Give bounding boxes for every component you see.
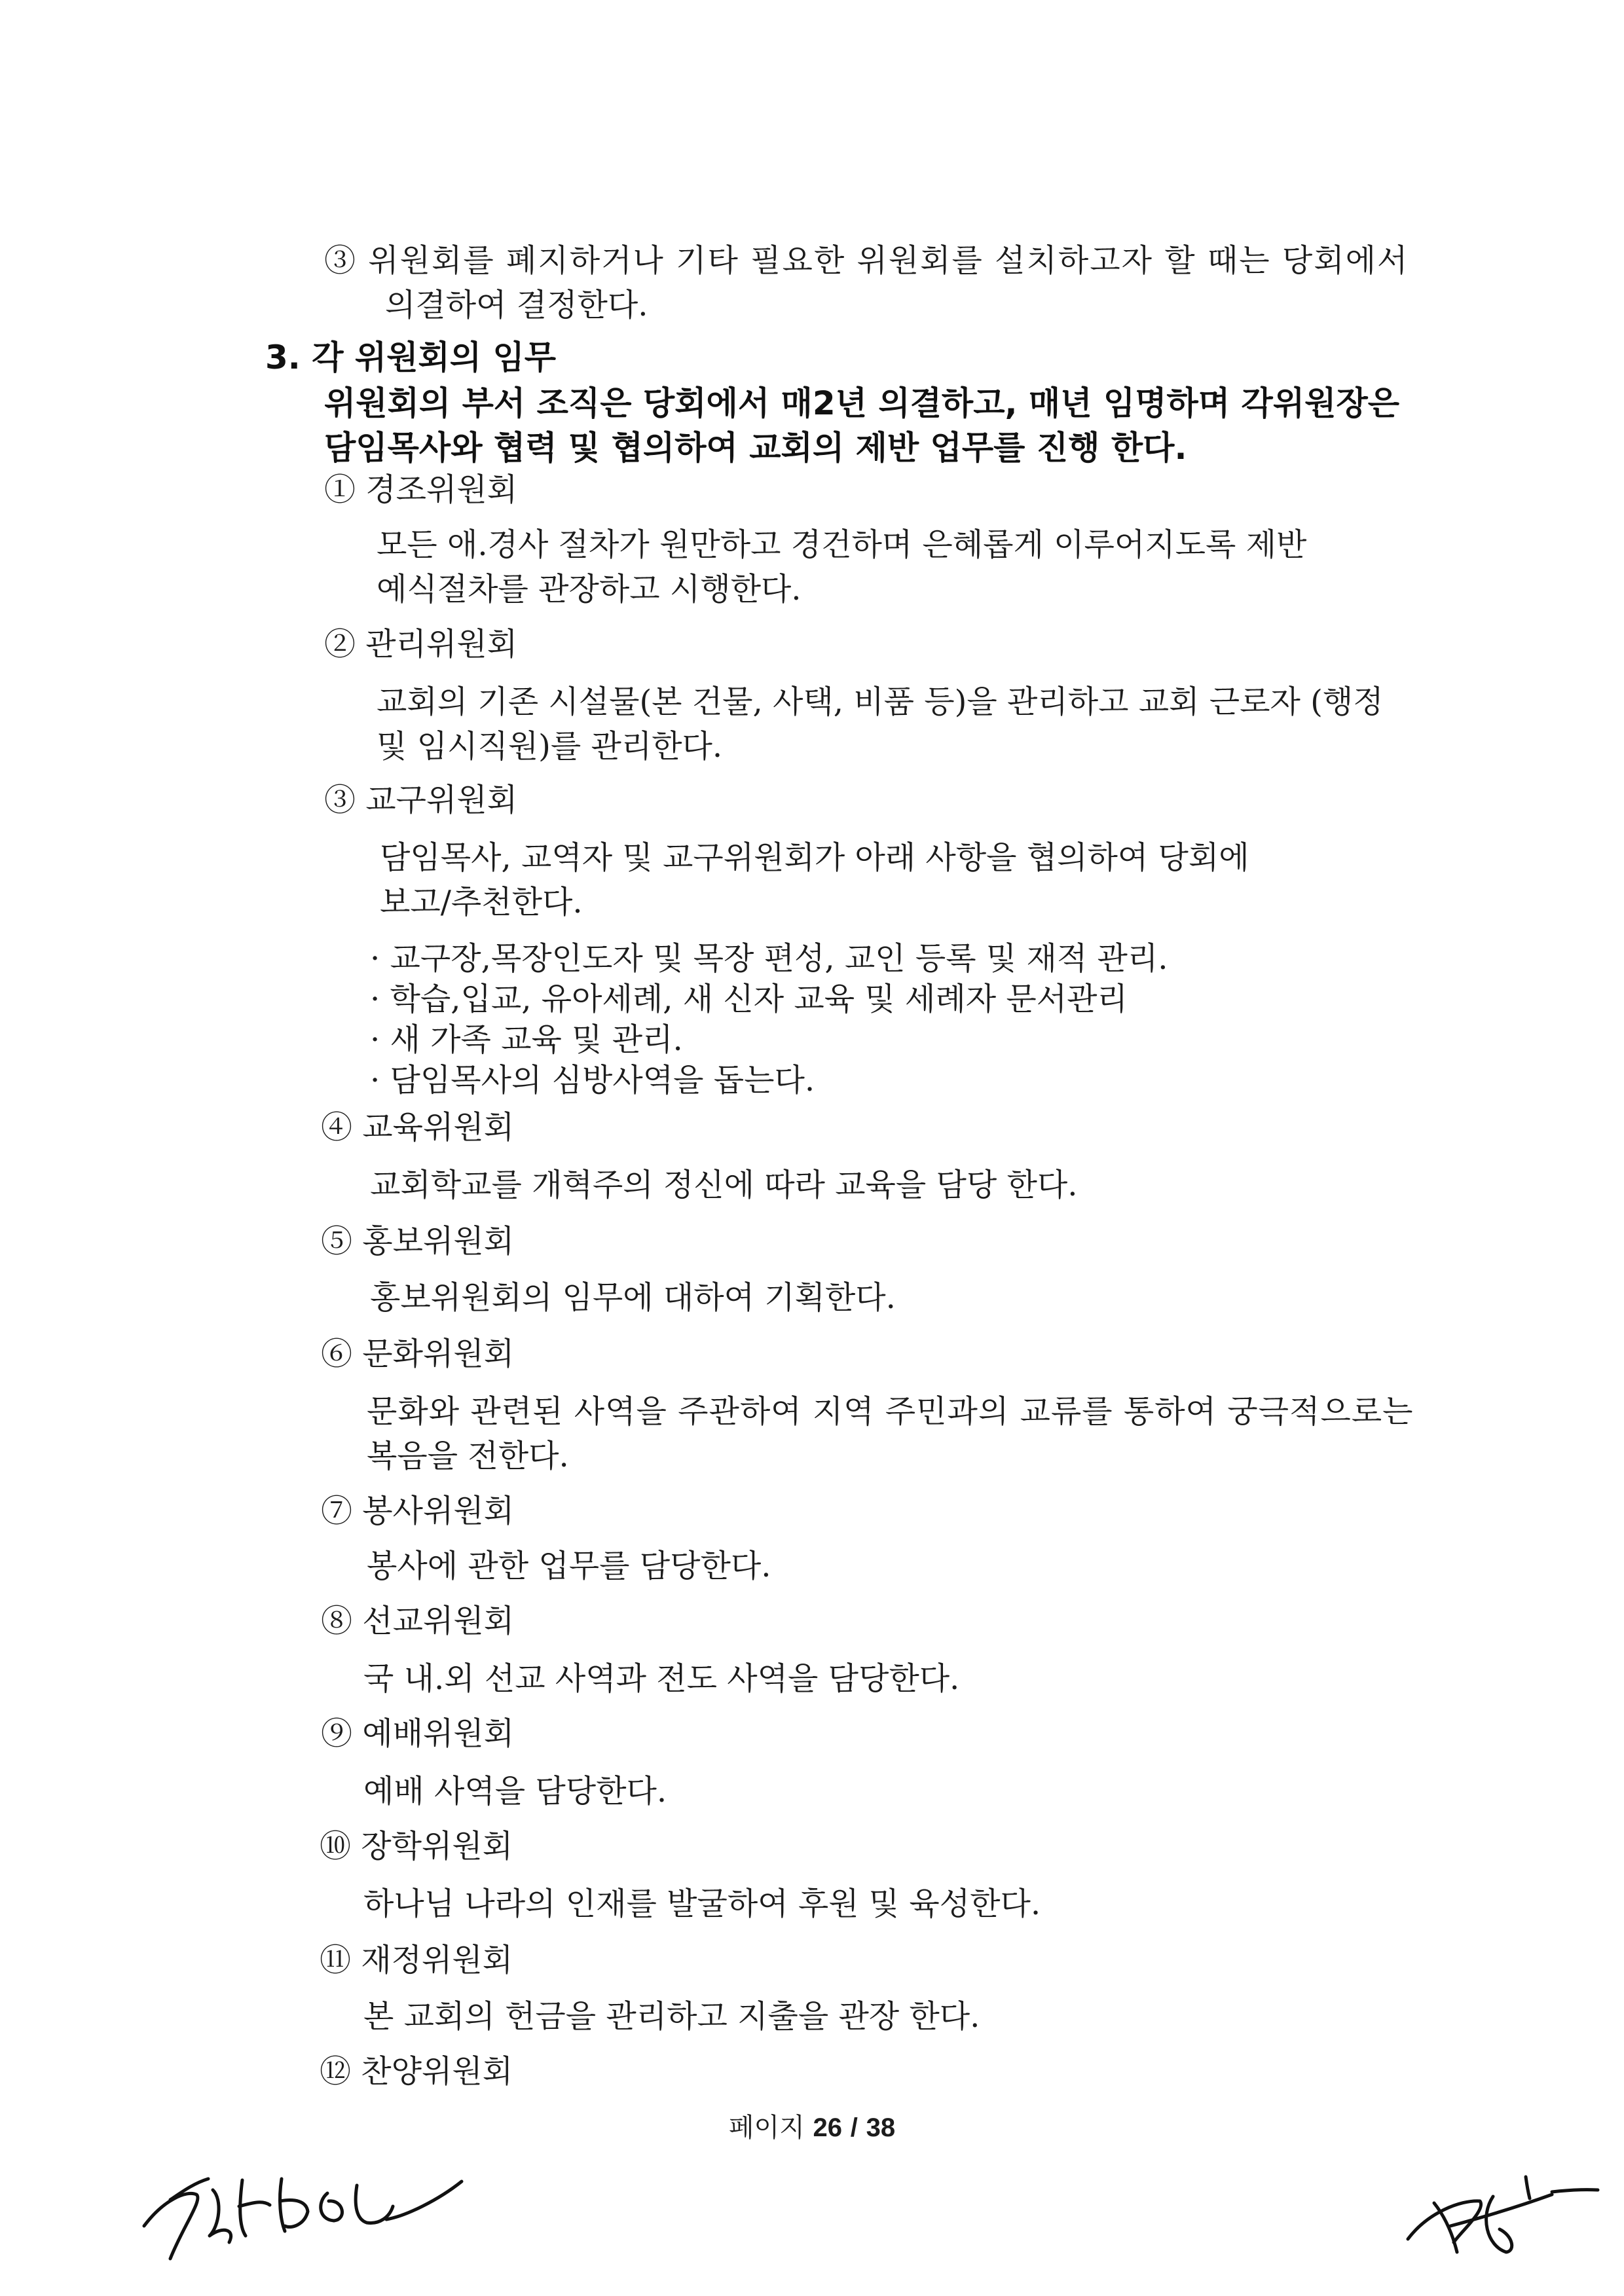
committee-heading: ⑫ 찬양위원회 — [320, 2053, 513, 2090]
paragraph-line: 예식절차를 관장하고 시행한다. — [377, 571, 802, 608]
paragraph-line: 봉사에 관한 업무를 담당한다. — [367, 1548, 771, 1584]
paragraph-line: 문화와 관련된 사역을 주관하여 지역 주민과의 교류를 통하여 궁극적으로는 — [367, 1393, 1414, 1430]
paragraph-line: ③ 위원회를 폐지하거나 기타 필요한 위원회를 설치하고자 할 때는 당회에서 — [324, 242, 1409, 279]
paragraph-line: 국 내.외 선교 사역과 전도 사역을 담당한다. — [363, 1660, 960, 1697]
signature-left — [131, 2154, 471, 2278]
committee-heading: ⑪ 재정위원회 — [320, 1942, 513, 1978]
committee-heading: ④ 교육위원회 — [321, 1109, 515, 1146]
signature-right — [1388, 2160, 1611, 2278]
committee-heading: ⑤ 홍보위원회 — [321, 1223, 515, 1260]
paragraph-line: 교회학교를 개혁주의 정신에 따라 교육을 담당 한다. — [370, 1167, 1078, 1203]
section-intro-line: 위원회의 부서 조직은 당회에서 매2년 의결하고, 매년 임명하며 각위원장은 — [324, 384, 1400, 422]
paragraph-line: 의결하여 결정한다. — [385, 287, 648, 323]
paragraph-line: 복음을 전한다. — [367, 1438, 569, 1474]
committee-heading: ⑨ 예배위원회 — [321, 1715, 515, 1752]
paragraph-line: 담임목사, 교역자 및 교구위원회가 아래 사항을 협의하여 당회에 — [380, 839, 1249, 876]
committee-heading: ⑩ 장학위원회 — [320, 1828, 513, 1865]
page-separator: / — [850, 2113, 858, 2142]
bullet-item: · 학습,입교, 유아세례, 새 신자 교육 및 세례자 문서관리 — [370, 981, 1128, 1017]
paragraph-line: 홍보위원회의 임무에 대하여 기획한다. — [370, 1279, 896, 1316]
paragraph-line: 예배 사역을 담당한다. — [363, 1773, 667, 1810]
paragraph-line: 본 교회의 헌금을 관리하고 지출을 관장 한다. — [363, 1998, 980, 2035]
committee-heading: ② 관리위원회 — [324, 626, 518, 663]
bullet-item: · 담임목사의 심방사역을 돕는다. — [370, 1062, 815, 1099]
bullet-item: · 교구장,목장인도자 및 목장 편성, 교인 등록 및 재적 관리. — [370, 940, 1168, 977]
section-intro-line: 담임목사와 협력 및 협의하여 교회의 제반 업무를 진행 한다. — [324, 429, 1187, 467]
page-total: 38 — [866, 2113, 896, 2142]
paragraph-line: 하나님 나라의 인재를 발굴하여 후원 및 육성한다. — [363, 1886, 1041, 1922]
bullet-item: · 새 가족 교육 및 관리. — [370, 1021, 683, 1058]
committee-heading: ③ 교구위원회 — [324, 782, 518, 818]
page-label: 페이지 — [728, 2113, 805, 2143]
section-heading: 3. 각 위원회의 임무 — [265, 338, 557, 376]
committee-heading: ⑧ 선교위원회 — [321, 1603, 515, 1639]
paragraph-line: 모든 애.경사 절차가 원만하고 경건하며 은혜롭게 이루어지도록 제반 — [377, 526, 1307, 563]
committee-heading: ⑦ 봉사위원회 — [321, 1493, 515, 1529]
committee-heading: ① 경조위원회 — [324, 471, 518, 508]
paragraph-line: 및 임시직원)를 관리한다. — [377, 728, 723, 765]
paragraph-line: 보고/추천한다. — [380, 884, 583, 920]
page-current: 26 — [813, 2113, 843, 2142]
committee-heading: ⑥ 문화위원회 — [321, 1336, 515, 1372]
page-number — [0, 2107, 1624, 2144]
paragraph-line: 교회의 기존 시설물(본 건물, 사택, 비품 등)을 관리하고 교회 근로자 (행정 — [377, 683, 1384, 720]
